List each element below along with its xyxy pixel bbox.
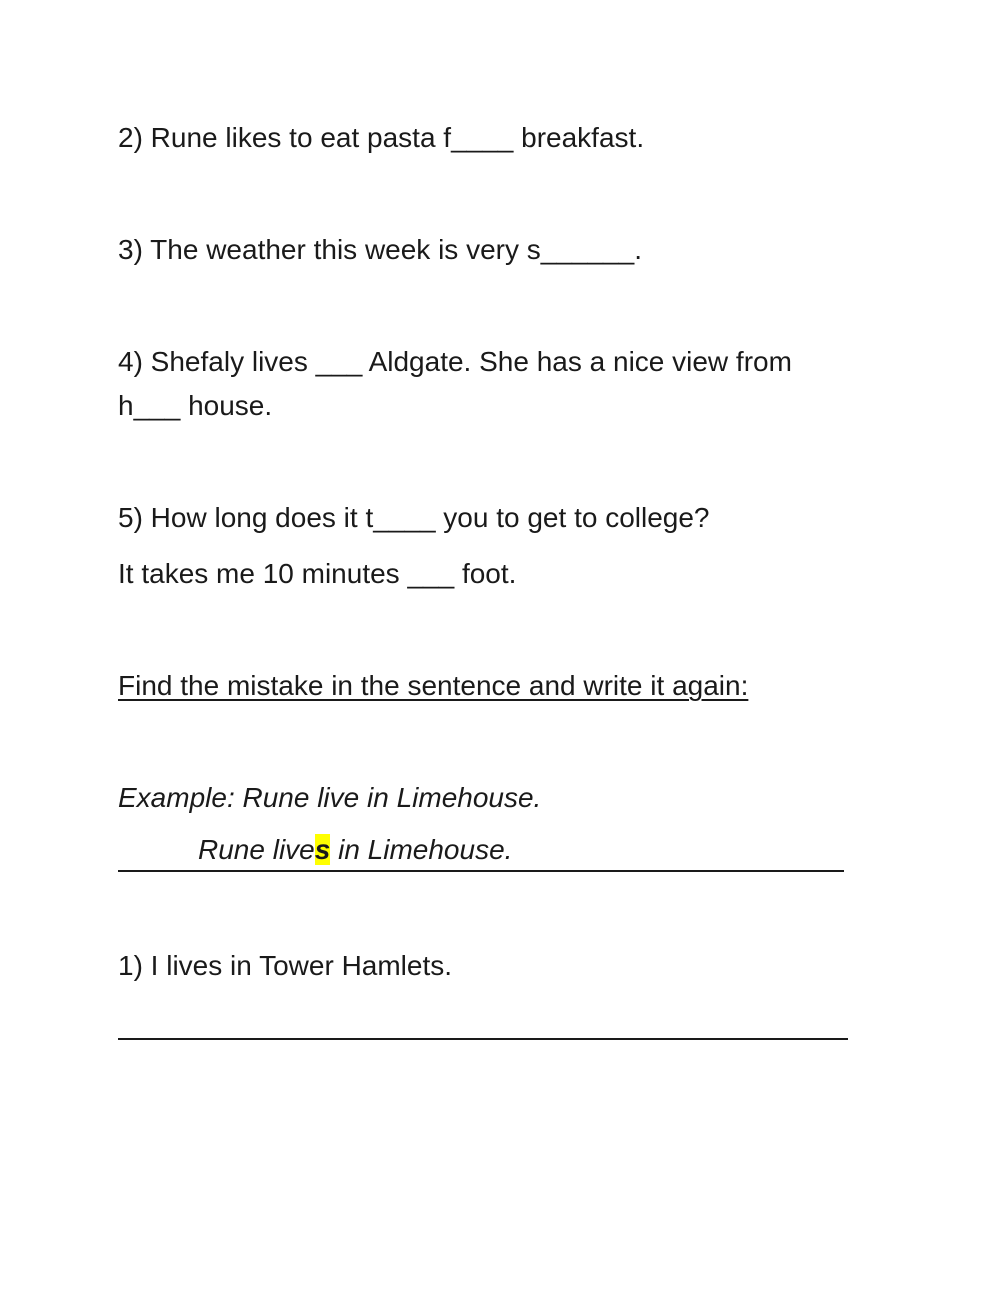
question-5-line-1: 5) How long does it t____ you to get to college? — [118, 502, 710, 533]
item-1: 1) I lives in Tower Hamlets. — [118, 950, 453, 981]
question-2: 2) Rune likes to eat pasta f____ breakfast. — [118, 122, 645, 153]
example-answer-highlight: s — [314, 834, 331, 865]
example-answer — [198, 832, 512, 868]
question-4-line-1: 4) Shefaly lives ___ Aldgate. She has a nice view from — [118, 346, 792, 377]
question-4-line-2: h___ house. — [118, 390, 273, 421]
example-answer-end: in Limehouse. — [330, 834, 513, 865]
section-heading: Find the mistake in the sentence and write it again: — [118, 670, 749, 701]
example-prompt: Example: Rune live in Limehouse. — [118, 782, 542, 813]
example-answer-line — [118, 832, 844, 872]
item-1-answer-line[interactable] — [118, 1000, 848, 1040]
question-5-line-2: It takes me 10 minutes ___ foot. — [118, 558, 517, 589]
example-answer-start: Rune live — [198, 834, 315, 865]
question-3: 3) The weather this week is very s______. — [118, 234, 642, 265]
